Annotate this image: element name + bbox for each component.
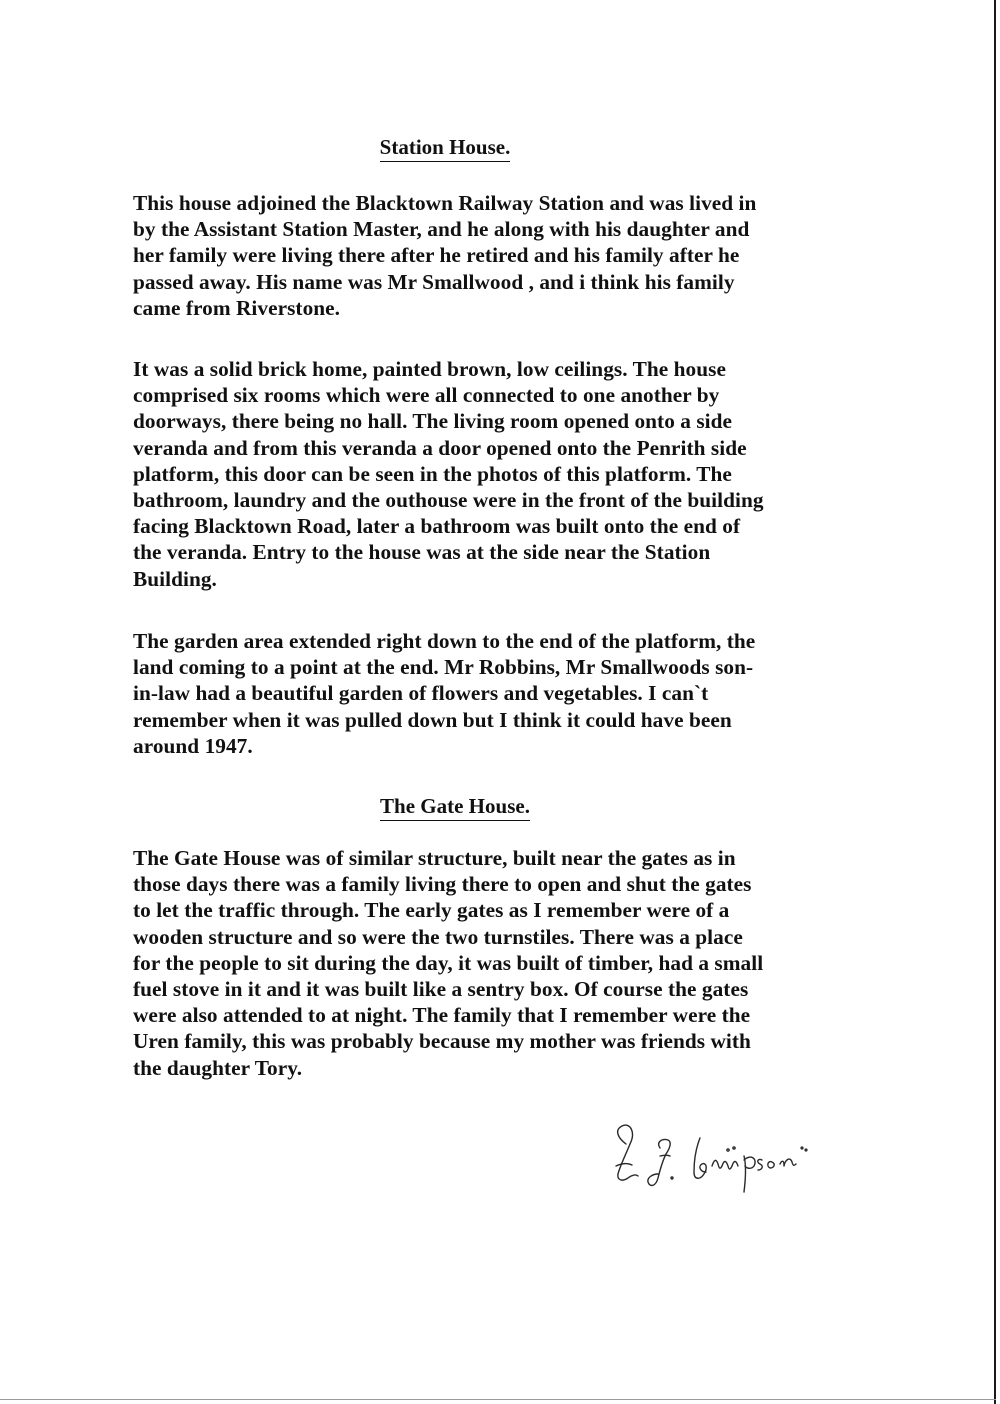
text-line: facing Blacktown Road, later a bathroom was built onto the end of — [133, 514, 741, 539]
paragraph-station-house-description — [133, 356, 833, 592]
handwritten-signature — [608, 1108, 828, 1198]
text-line: were also attended to at night. The family that I remember were the — [133, 1003, 751, 1028]
text-line: in-law had a beautiful garden of flowers and vegetables. I can`t — [133, 681, 709, 706]
text-line: by the Assistant Station Master, and he along with his daughter and — [133, 217, 750, 242]
text-line: wooden structure and so were the two turnstiles. There was a place — [133, 924, 743, 949]
text-line: passed away. His name was Mr Smallwood , and i think his family — [133, 269, 735, 294]
text-line: comprised six rooms which were all connected to one another by — [133, 383, 720, 408]
scan-border-bottom — [0, 1399, 996, 1400]
paragraph-station-house-intro — [133, 190, 833, 321]
text-line: Building. — [133, 566, 217, 591]
section-heading-station-house: Station House. — [0, 134, 945, 162]
text-line: for the people to sit during the day, it was built of timber, had a small — [133, 950, 764, 975]
text-line: platform, this door can be seen in the photos of this platform. The — [133, 461, 732, 486]
text-line: The garden area extended right down to the end of the platform, the — [133, 629, 756, 653]
section-heading-gate-house: The Gate House. — [0, 793, 955, 821]
scan-border-right — [994, 0, 996, 1404]
text-line: came from Riverstone. — [133, 295, 341, 320]
text-line: her family were living there after he retired and his family after he — [133, 243, 740, 268]
paragraph-gate-house — [133, 845, 833, 1081]
text-line: those days there was a family living there to open and shut the gates — [133, 872, 752, 897]
text-line: around 1947. — [133, 733, 253, 758]
text-line: land coming to a point at the end. Mr Robbins, Mr Smallwoods son- — [133, 655, 754, 680]
signature-drawing — [608, 1108, 828, 1198]
text-line: the daughter Tory. — [133, 1055, 303, 1080]
text-line: to let the traffic through. The early gates as I remember were of a — [133, 898, 730, 923]
text-line: the veranda. Entry to the house was at the side near the Station — [133, 540, 711, 565]
text-line: The Gate House was of similar structure, built near the gates as in — [133, 846, 736, 870]
text-line: bathroom, laundry and the outhouse were in the front of the building — [133, 488, 764, 513]
text-line: veranda and from this veranda a door opened onto the Penrith side — [133, 435, 747, 460]
text-line: remember when it was pulled down but I think it could have been — [133, 707, 732, 732]
paragraph-station-house-garden — [133, 628, 833, 759]
text-line: It was a solid brick home, painted brown, low ceilings. The house — [133, 357, 726, 381]
text-line: fuel stove in it and it was built like a sentry box. Of course the gates — [133, 977, 749, 1002]
text-line: doorways, there being no hall. The living room opened onto a side — [133, 409, 733, 434]
text-line: This house adjoined the Blacktown Railway Station and was lived in — [133, 191, 757, 215]
text-line: Uren family, this was probably because my mother was friends with — [133, 1029, 751, 1054]
